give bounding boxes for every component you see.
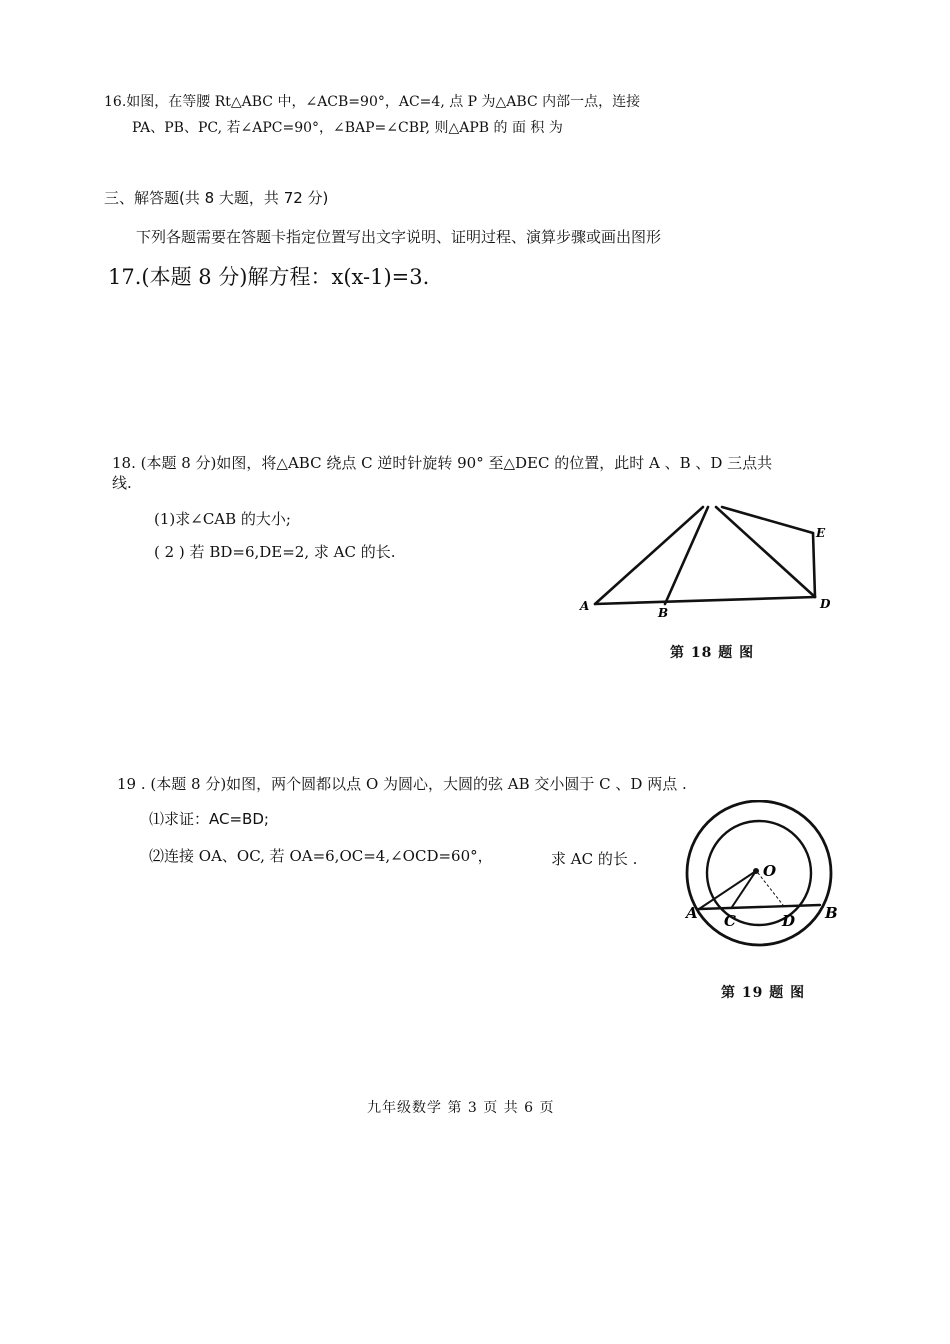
page-footer: 九年级数学 第 3 页 共 6 页	[367, 1100, 555, 1116]
segment-oc	[732, 871, 756, 907]
large-circle	[687, 801, 831, 945]
label-c: C	[724, 912, 736, 930]
center-point	[753, 868, 759, 874]
q16-line2: PA、PB、PC, 若∠APC=90°，∠BAP=∠CBP, 则△APB 的 面 积 为	[132, 120, 563, 136]
q19-caption: 第 19 题 图	[721, 985, 806, 1001]
segment-ad	[595, 597, 815, 604]
q18-line1: 18. (本题 8 分)如图，将△ABC 绕点 C 逆时针旋转 90° 至△DEC 的位置，此时 A 、B 、D 三点共	[112, 454, 773, 472]
section-instruction: 下列各题需要在答题卡指定位置写出文字说明、证明过程、演算步骤或画出图形	[136, 228, 662, 246]
label-d: D	[782, 912, 796, 930]
q18-caption: 第 18 题 图	[670, 645, 755, 661]
label-a: A	[580, 599, 590, 613]
section-heading: 三、解答题(共 8 大题，共 72 分)	[104, 189, 329, 207]
q18-part1: (1)求∠CAB 的大小;	[154, 510, 291, 528]
label-b: B	[658, 606, 669, 620]
label-a: A	[686, 904, 698, 922]
q19-figure	[680, 800, 845, 950]
label-b: B	[825, 904, 838, 922]
q19-part2a: ⑵连接 OA、OC, 若 OA=6,OC=4,∠OCD=60°，	[149, 847, 493, 865]
q16-line1: 16.如图，在等腰 Rt△ABC 中，∠ACB=90°，AC=4, 点 P 为△ABC 内部一点，连接	[104, 94, 641, 110]
q19-part2b: 求 AC 的长 .	[551, 850, 638, 868]
q18-line2: 线.	[112, 474, 132, 492]
label-o: O	[763, 862, 777, 880]
q19-part1: ⑴求证：AC=BD;	[149, 810, 269, 828]
label-e: E	[816, 526, 826, 540]
label-d: D	[820, 597, 831, 611]
q18-figure	[570, 500, 840, 625]
segment-ce	[722, 507, 813, 533]
q18-part2: ( 2 ) 若 BD=6,DE=2, 求 AC 的长.	[154, 543, 396, 561]
q19-line1: 19 . (本题 8 分)如图，两个圆都以点 O 为圆心，大圆的弦 AB 交小圆于 C 、D 两点 .	[117, 775, 687, 793]
segment-ed	[813, 533, 815, 597]
q17-text: 17.(本题 8 分)解方程：x(x-1)=3.	[108, 265, 430, 289]
